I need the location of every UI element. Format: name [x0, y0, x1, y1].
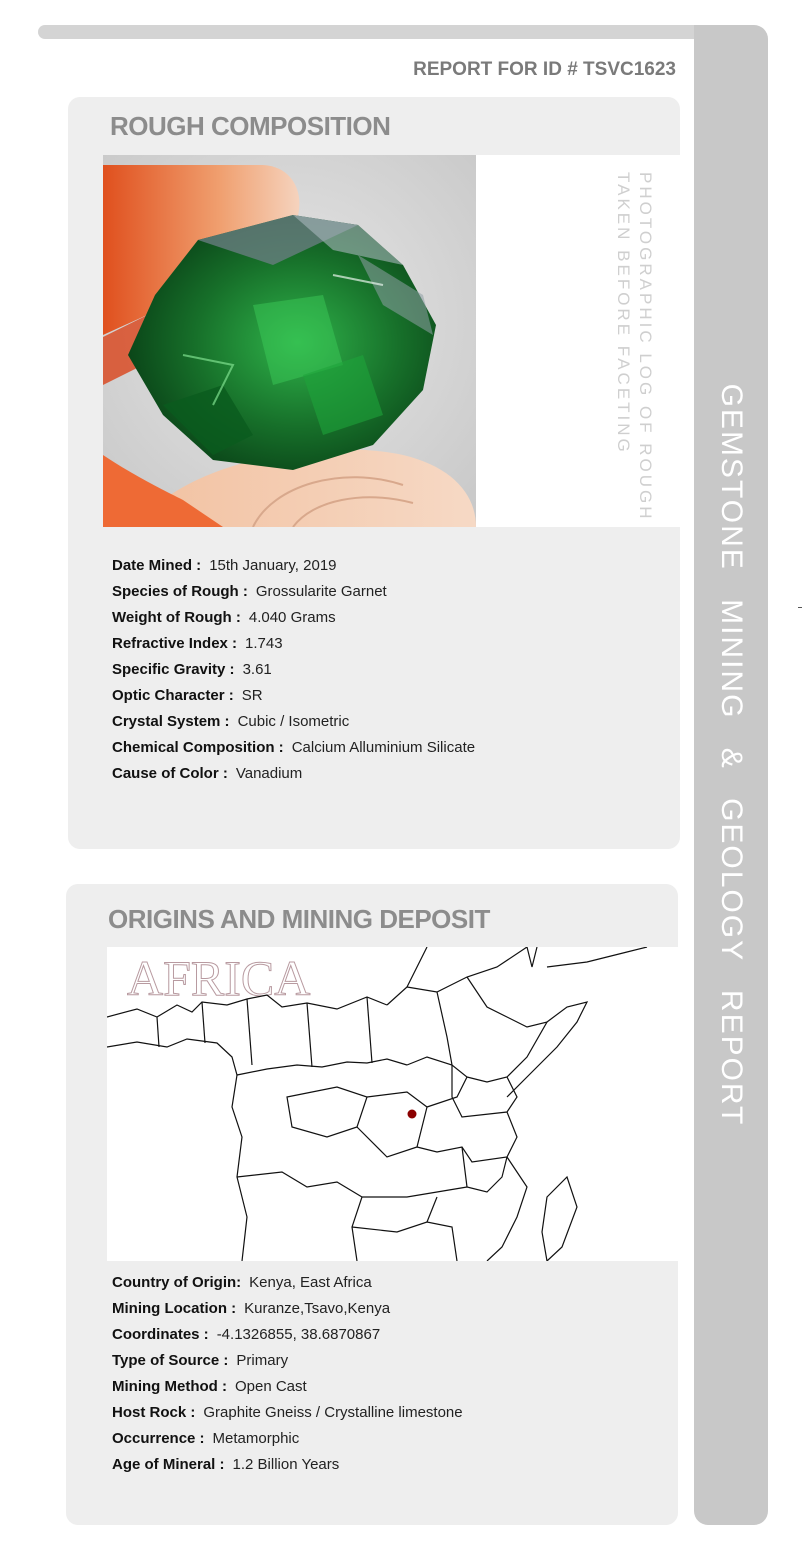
detail-label: Host Rock :: [112, 1404, 196, 1421]
detail-weight: [112, 605, 475, 631]
photo-caption: [612, 172, 656, 522]
detail-age-of-mineral: [112, 1452, 463, 1478]
rough-composition-title: ROUGH COMPOSITION: [110, 111, 391, 141]
detail-value: Kuranze,Tsavo,Kenya: [244, 1300, 391, 1317]
detail-value: Grossularite Garnet: [255, 583, 387, 600]
detail-label: Refractive Index :: [112, 635, 238, 652]
detail-value: Cubic / Isometric: [237, 713, 350, 730]
detail-value: Primary: [236, 1352, 289, 1369]
detail-label: Date Mined :: [112, 557, 202, 574]
detail-label: Mining Location :: [112, 1300, 237, 1317]
detail-label: Coordinates :: [112, 1326, 209, 1343]
origins-details-list: [112, 1270, 463, 1478]
side-report-title: GEMSTONE MINING & GEOLOGY REPORT: [715, 383, 748, 1127]
detail-value: 1.743: [245, 635, 283, 652]
detail-value: 15th January, 2019: [209, 557, 337, 574]
detail-label: Weight of Rough :: [112, 609, 241, 626]
africa-map-drawing: [107, 947, 678, 1261]
detail-date-mined: [112, 553, 475, 579]
detail-refractive-index: [112, 631, 475, 657]
detail-value: Metamorphic: [212, 1430, 300, 1447]
detail-label: Cause of Color :: [112, 765, 228, 782]
detail-label: Mining Method :: [112, 1378, 227, 1395]
detail-value: Open Cast: [234, 1378, 307, 1395]
detail-value: Calcium Alluminium Silicate: [291, 739, 476, 756]
detail-occurrence: [112, 1426, 463, 1452]
detail-label: Specific Gravity :: [112, 661, 235, 678]
photo-caption-line-1: PHOTOGRAPHIC LOG OF ROUGH: [636, 172, 655, 522]
detail-mining-method: [112, 1374, 463, 1400]
detail-type-of-source: [112, 1348, 463, 1374]
detail-country: [112, 1270, 463, 1296]
rough-details-list: [112, 553, 475, 787]
detail-chemical-composition: [112, 735, 475, 761]
top-divider-bar: [38, 25, 738, 39]
photo-caption-line-2: TAKEN BEFORE FACETING: [614, 172, 633, 455]
detail-coordinates: [112, 1322, 463, 1348]
detail-value: 4.040 Grams: [248, 609, 336, 626]
detail-value: Graphite Gneiss / Crystalline limestone: [203, 1404, 463, 1421]
detail-specific-gravity: [112, 657, 475, 683]
detail-value: SR: [241, 687, 263, 704]
detail-label: Age of Mineral :: [112, 1456, 225, 1473]
rough-photo-area: [103, 155, 680, 527]
report-id: REPORT FOR ID # TSVC1623: [413, 59, 676, 80]
detail-label: Type of Source :: [112, 1352, 229, 1369]
detail-label: Country of Origin:: [112, 1274, 242, 1291]
detail-label: Species of Rough :: [112, 583, 248, 600]
detail-species: [112, 579, 475, 605]
detail-crystal-system: [112, 709, 475, 735]
detail-label: Occurrence :: [112, 1430, 205, 1447]
detail-label: Crystal System :: [112, 713, 230, 730]
detail-value: -4.1326855, 38.6870867: [216, 1326, 381, 1343]
detail-optic-character: [112, 683, 475, 709]
detail-value: Vanadium: [235, 765, 303, 782]
detail-mining-location: [112, 1296, 463, 1322]
detail-value: Kenya, East Africa: [249, 1274, 372, 1291]
mine-location-marker: [408, 1110, 417, 1119]
detail-cause-of-color: [112, 761, 475, 787]
origins-title: ORIGINS AND MINING DEPOSIT: [108, 904, 490, 934]
detail-label: Optic Character :: [112, 687, 234, 704]
detail-host-rock: [112, 1400, 463, 1426]
africa-map: [107, 947, 678, 1261]
detail-label: Chemical Composition :: [112, 739, 284, 756]
map-region-label: AFRICA: [127, 950, 311, 1006]
rough-gemstone-photo: [103, 155, 476, 527]
edge-mark: [798, 607, 802, 608]
detail-value: 1.2 Billion Years: [232, 1456, 340, 1473]
detail-value: 3.61: [242, 661, 272, 678]
